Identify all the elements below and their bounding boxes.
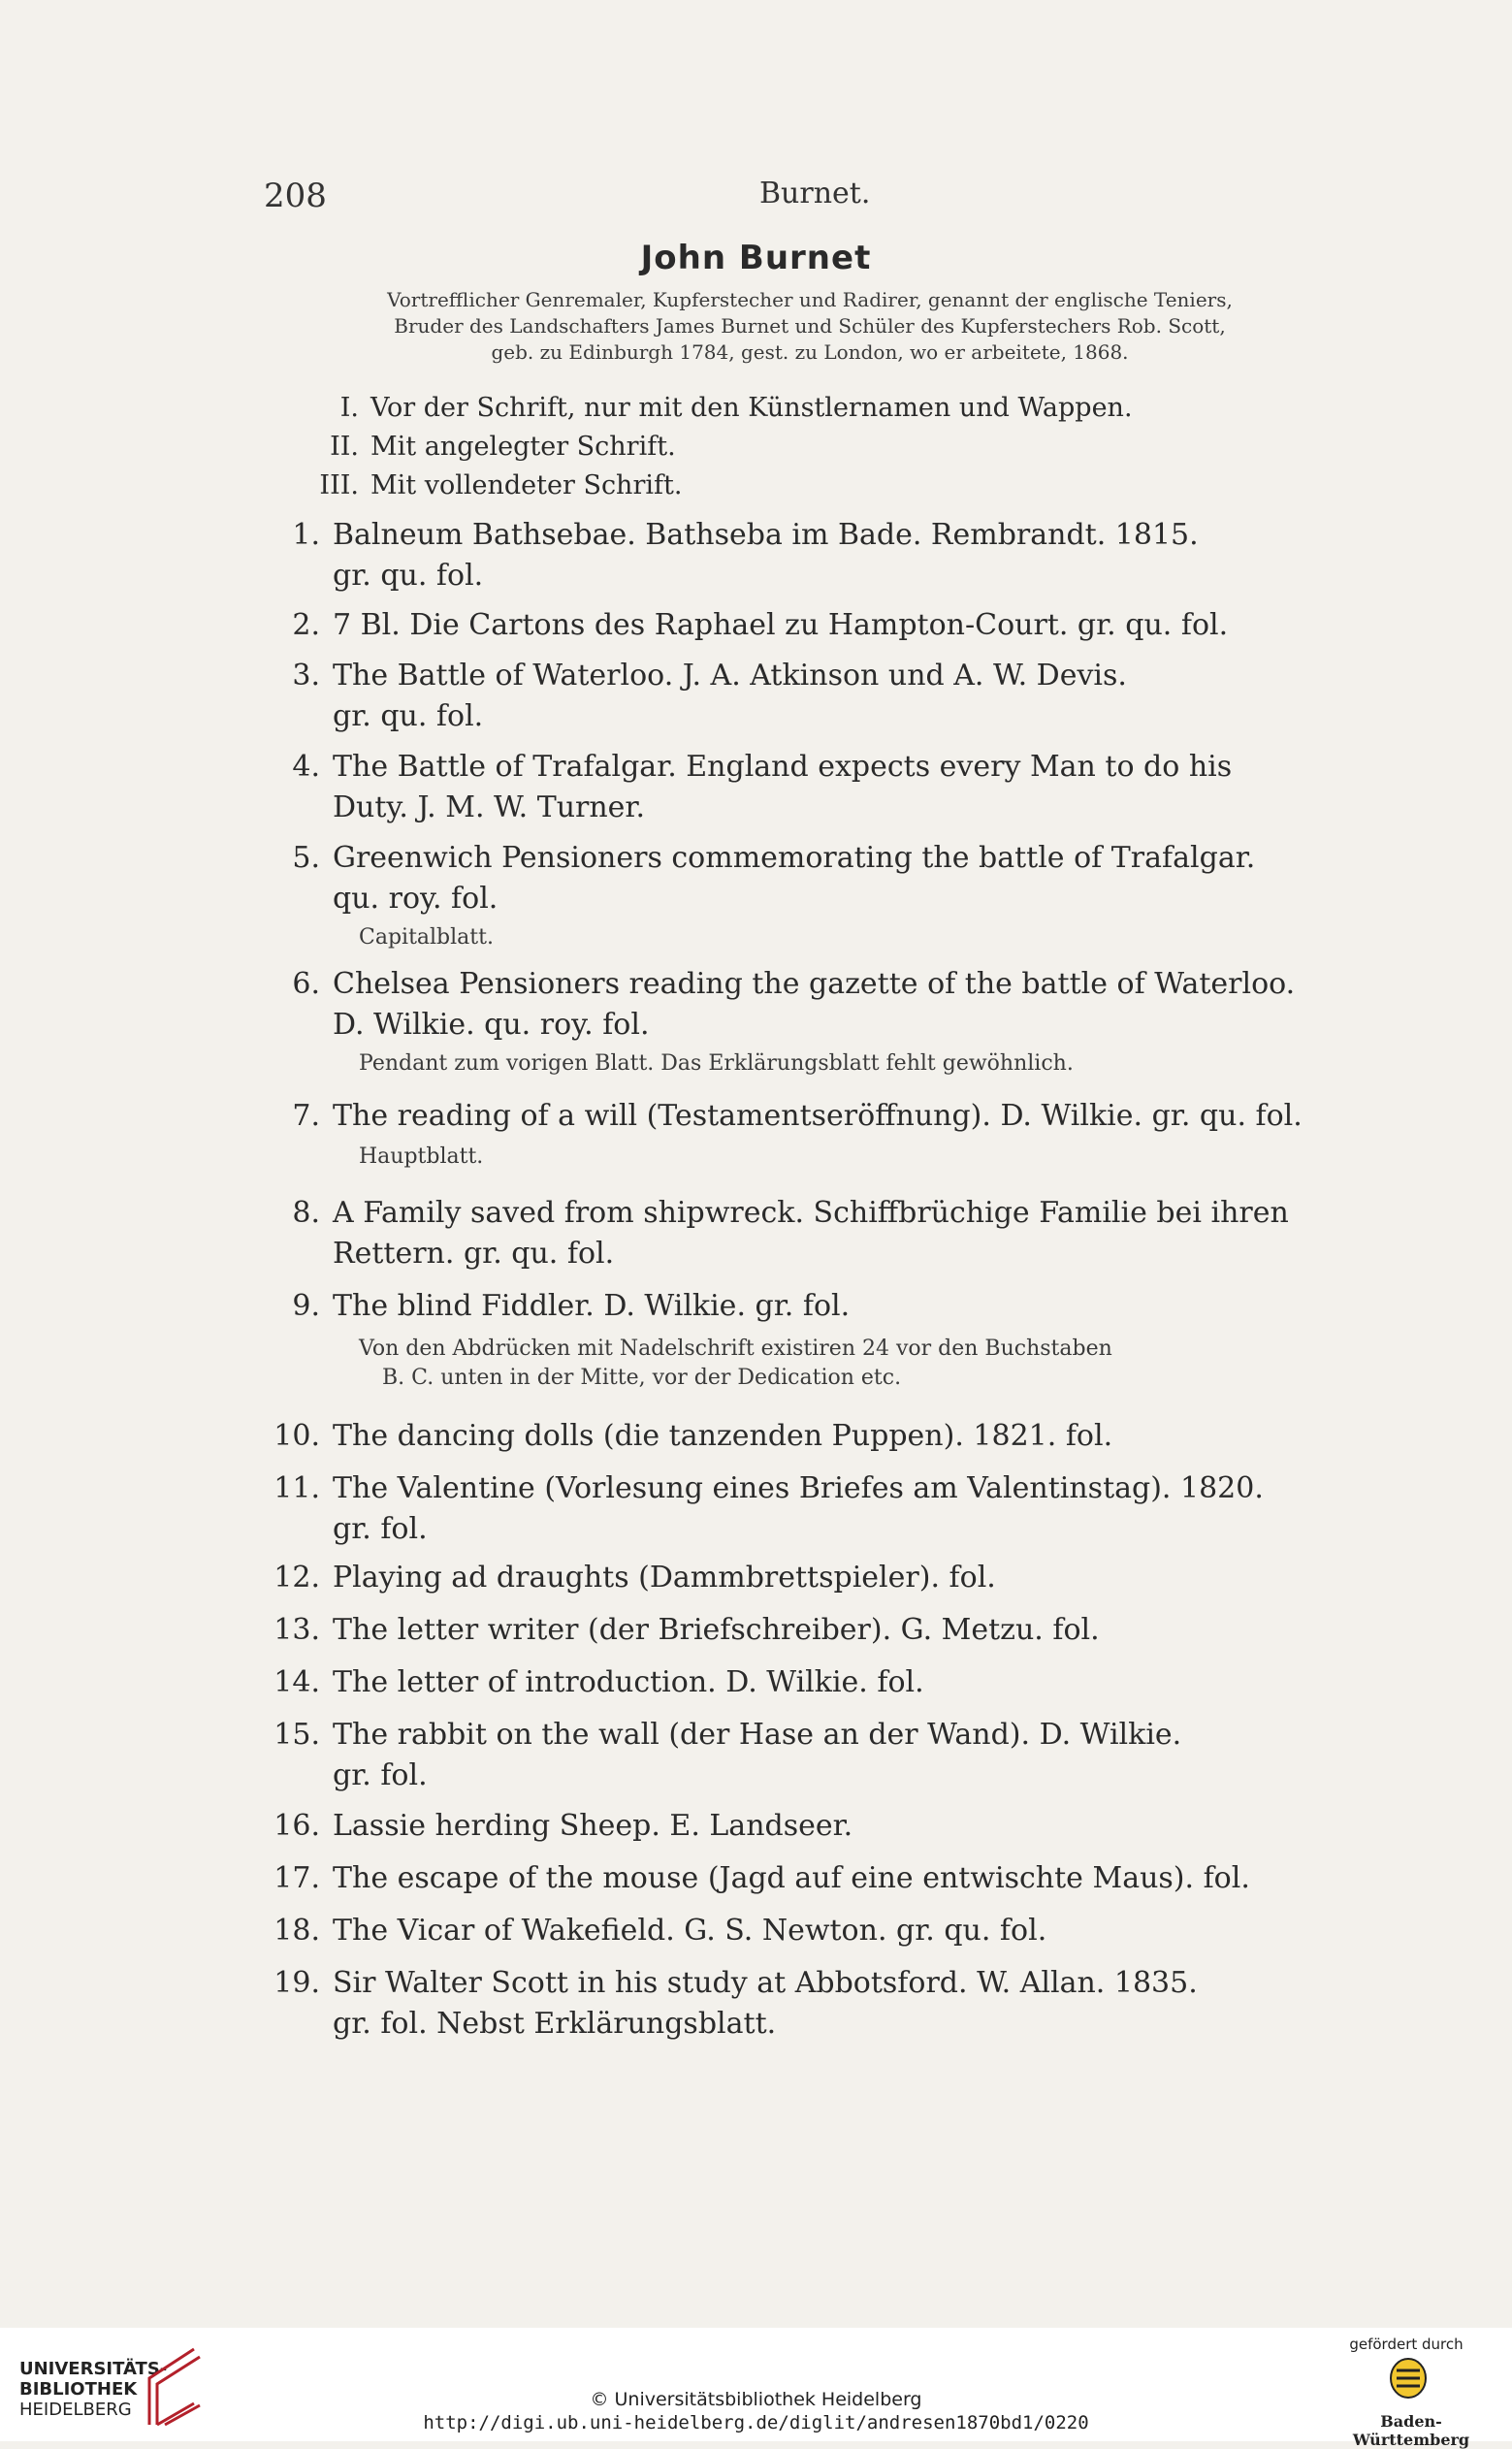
state-text: Mit vollendeter Schrift. bbox=[370, 470, 683, 500]
state-text: Vor der Schrift, nur mit den Künstlernamen und Wappen. bbox=[370, 393, 1133, 423]
entry-number: 15. bbox=[273, 1718, 320, 1752]
entry-note: Von den Abdrücken mit Nadelschrift existiren 24 vor den Buchstaben bbox=[359, 1337, 1112, 1361]
biography bbox=[320, 287, 1300, 366]
entry-line: gr. qu. fol. bbox=[333, 559, 484, 593]
entry-line: The rabbit on the wall (der Hase an der Wand). D. Wilkie. bbox=[333, 1718, 1182, 1752]
library-name-line: HEIDELBERG bbox=[19, 2400, 132, 2420]
entry-line: Sir Walter Scott in his study at Abbotsford. W. Allan. 1835. bbox=[333, 1966, 1198, 2000]
entry-note: B. C. unten in der Mitte, vor der Dedication etc. bbox=[382, 1366, 902, 1390]
entry-number: 8. bbox=[292, 1196, 320, 1230]
entry-note: Pendant zum vorigen Blatt. Das Erklärungsblatt fehlt gewöhnlich. bbox=[359, 1051, 1074, 1076]
state-item bbox=[233, 467, 682, 505]
running-head: Burnet. bbox=[759, 177, 871, 210]
page-title: John Burnet bbox=[640, 239, 872, 277]
entry-line: Lassie herding Sheep. E. Landseer. bbox=[333, 1809, 853, 1843]
entry-number: 4. bbox=[292, 750, 320, 784]
entry-number: 3. bbox=[292, 659, 320, 693]
entry-number: 7. bbox=[292, 1099, 320, 1133]
entry-note: Hauptblatt. bbox=[359, 1144, 484, 1169]
entry-line: gr. qu. fol. bbox=[333, 699, 484, 733]
entry-line: 7 Bl. Die Cartons des Raphael zu Hampton-Court. gr. qu. fol. bbox=[333, 608, 1229, 642]
copyright-notice: © Universitätsbibliothek Heidelberg bbox=[590, 2389, 922, 2410]
entry-number: 19. bbox=[273, 1966, 320, 2000]
state-text: Mit angelegter Schrift. bbox=[370, 432, 676, 462]
entry-line: The escape of the mouse (Jagd auf eine entwischte Maus). fol. bbox=[333, 1861, 1250, 1895]
entry-line: The blind Fiddler. D. Wilkie. gr. fol. bbox=[333, 1289, 851, 1323]
entry-line: Chelsea Pensioners reading the gazette of the battle of Waterloo. bbox=[333, 967, 1296, 1001]
entry-line: Rettern. gr. qu. fol. bbox=[333, 1237, 615, 1271]
entry-number: 5. bbox=[292, 841, 320, 875]
state-item bbox=[233, 428, 676, 467]
entry-line: qu. roy. fol. bbox=[333, 882, 499, 916]
entry-number: 16. bbox=[273, 1809, 320, 1843]
entry-number: 17. bbox=[273, 1861, 320, 1895]
entry-line: The reading of a will (Testamentseröffnung). D. Wilkie. gr. qu. fol. bbox=[333, 1099, 1303, 1133]
entry-line: The Battle of Trafalgar. England expects every Man to do his bbox=[333, 750, 1233, 784]
entry-line: A Family saved from shipwreck. Schiffbrüchige Familie bei ihren bbox=[333, 1196, 1289, 1230]
bio-line: geb. zu Edinburgh 1784, gest. zu London, wo er arbeitete, 1868. bbox=[491, 340, 1129, 364]
entry-line: Duty. J. M. W. Turner. bbox=[333, 790, 646, 824]
entry-line: Playing ad draughts (Dammbrettspieler). fol. bbox=[333, 1561, 996, 1595]
entry-line: The Vicar of Wakefield. G. S. Newton. gr. qu. fol. bbox=[333, 1914, 1047, 1948]
entry-number: 1. bbox=[292, 518, 320, 552]
entry-number: 18. bbox=[273, 1914, 320, 1948]
library-name-line: BIBLIOTHEK bbox=[19, 2379, 138, 2400]
state-item bbox=[233, 389, 1133, 428]
library-name-line: UNIVERSITÄTS- bbox=[19, 2359, 168, 2379]
state-seal-icon bbox=[1389, 2357, 1428, 2400]
entry-number: 10. bbox=[273, 1419, 320, 1453]
entry-number: 6. bbox=[292, 967, 320, 1001]
entry-number: 13. bbox=[273, 1613, 320, 1647]
entry-number: 9. bbox=[292, 1289, 320, 1323]
entry-line: gr. fol. bbox=[333, 1758, 428, 1792]
entry-number: 12. bbox=[273, 1561, 320, 1595]
entry-line: The Valentine (Vorlesung eines Briefes am Valentinstag). 1820. bbox=[333, 1471, 1264, 1505]
entry-line: D. Wilkie. qu. roy. fol. bbox=[333, 1008, 650, 1042]
bio-line: Bruder des Landschafters James Burnet und Schüler des Kupferstechers Rob. Scott, bbox=[394, 314, 1226, 338]
state-numeral: III. bbox=[319, 470, 359, 500]
state-numeral: II. bbox=[330, 432, 359, 462]
funder-name: Baden-Württemberg bbox=[1352, 2412, 1470, 2449]
entry-number: 2. bbox=[292, 608, 320, 642]
entry-line: The letter of introduction. D. Wilkie. fol. bbox=[333, 1665, 924, 1699]
entry-line: Balneum Bathsebae. Bathseba im Bade. Rembrandt. 1815. bbox=[333, 518, 1199, 552]
page-number: 208 bbox=[264, 177, 327, 215]
entry-note: Capitalblatt. bbox=[359, 925, 494, 950]
entry-line: The dancing dolls (die tanzenden Puppen). 1821. fol. bbox=[333, 1419, 1113, 1453]
entry-line: gr. fol. Nebst Erklärungsblatt. bbox=[333, 2007, 777, 2041]
entry-number: 11. bbox=[273, 1471, 320, 1505]
entry-number: 14. bbox=[273, 1665, 320, 1699]
entry-line: The letter writer (der Briefschreiber). G. Metzu. fol. bbox=[333, 1613, 1100, 1647]
funded-by-label: gefördert durch bbox=[1349, 2336, 1464, 2353]
entry-line: gr. fol. bbox=[333, 1512, 428, 1546]
entry-line: The Battle of Waterloo. J. A. Atkinson und A. W. Devis. bbox=[333, 659, 1127, 693]
source-url-link[interactable]: http://digi.ub.uni-heidelberg.de/diglit/andresen1870bd1/0220 bbox=[423, 2412, 1089, 2433]
state-numeral: I. bbox=[339, 393, 359, 423]
bio-line: Vortrefflicher Genremaler, Kupferstecher und Radirer, genannt der englische Teniers, bbox=[387, 288, 1233, 311]
entry-line: Greenwich Pensioners commemorating the battle of Trafalgar. bbox=[333, 841, 1256, 875]
